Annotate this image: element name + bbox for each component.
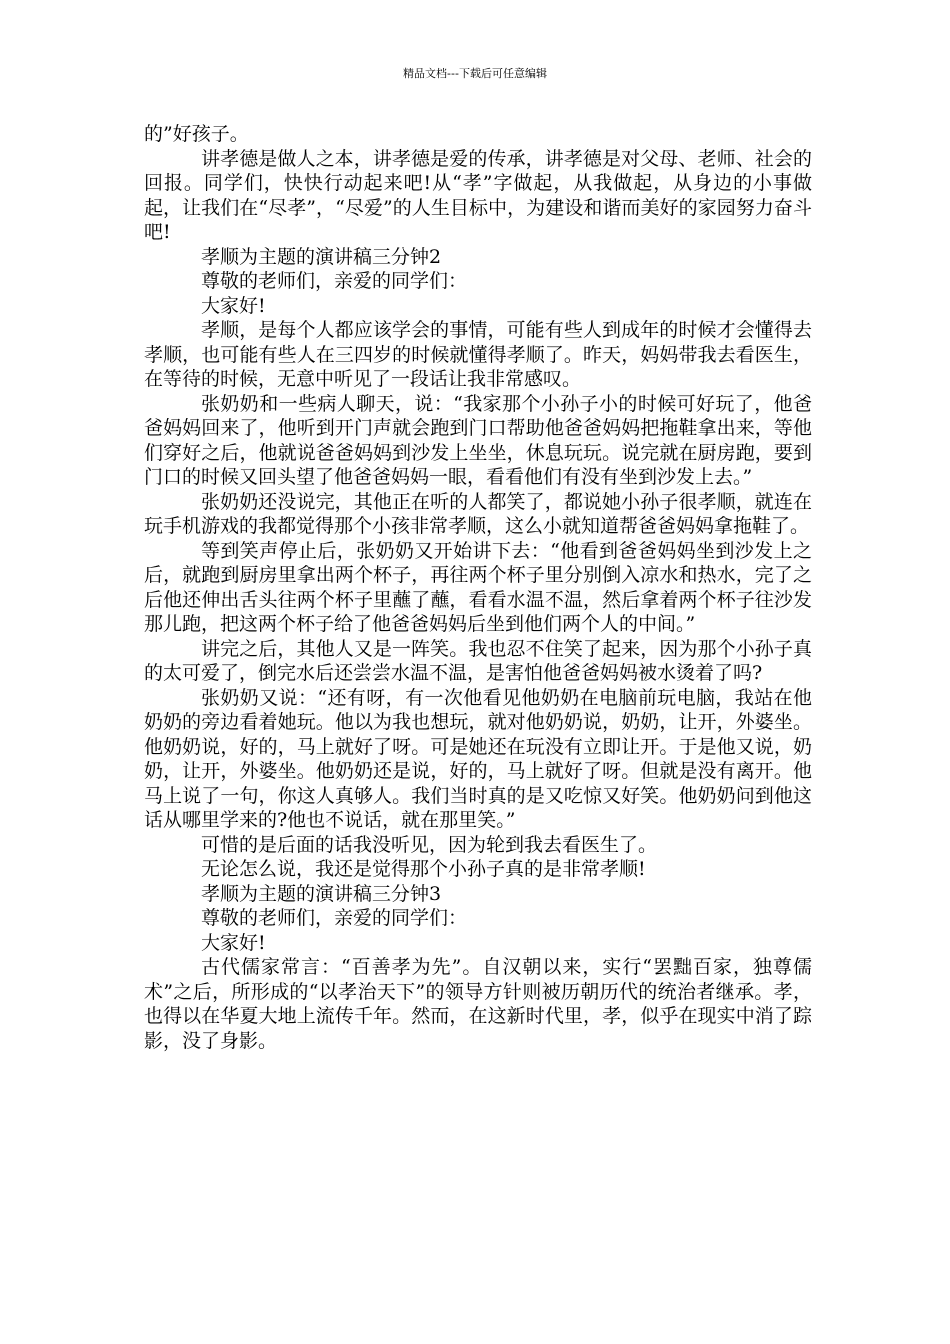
paragraph: 张奶奶还没说完，其他正在听的人都笑了，都说她小孙子很孝顺，就连在玩手机游戏的我都觉得那个小孩非常孝顺，这么小就知道帮爸爸妈妈拿拖鞋了。 (144, 490, 812, 537)
paragraph: 无论怎么说，我还是觉得那个小孙子真的是非常孝顺! (201, 858, 646, 880)
paragraph: 孝顺，是每个人都应该学会的事情，可能有些人到成年的时候才会懂得去孝顺，也可能有些人在三四岁的时候就懂得孝顺了。昨天，妈妈带我去看医生，在等待的时候，无意中听见了一段话让我非常感叹。 (144, 319, 812, 390)
section-title: 孝顺为主题的演讲稿三分钟2 (201, 245, 442, 268)
paragraph: 张奶奶又说：“还有呀，有一次他看见他奶奶在电脑前玩电脑，我站在他奶奶的旁边看着她玩。他以为我也想玩，就对他奶奶说，奶奶，让开，外婆坐。他奶奶说，好的，马上就好了呀。可是她还在玩没有立即让开。于是他又说，奶奶，让开，外婆坐。他奶奶还是说，好的，马上就好了呀。但就是没有离开。他马上说了一句，你这人真够人。我们当时真的是又吃惊又好笑。他奶奶问到他这话从哪里学来的?他也不说话，就在那里笑。” (144, 686, 812, 831)
paragraph: 的”好孩子。 (144, 123, 249, 145)
paragraph: 等到笑声停止后，张奶奶又开始讲下去：“他看到爸爸妈妈坐到沙发上之后，就跑到厨房里拿出两个杯子，再往两个杯子里分别倒入凉水和热水，完了之后他还伸出舌头往两个杯子里蘸了蘸，看看水温不温，然后拿着两个杯子往沙发那儿跑，把这两个杯子给了他爸爸妈妈后坐到他们两个人的中间。” (144, 539, 812, 635)
section-title: 孝顺为主题的演讲稿三分钟3 (201, 882, 442, 905)
page-header: 精品文档---下载后可任意编辑 (403, 67, 547, 80)
greeting: 大家好! (201, 294, 266, 317)
salutation: 尊敬的老师们，亲爱的同学们： (201, 270, 468, 292)
paragraph: 讲完之后，其他人又是一阵笑。我也忍不住笑了起来，因为那个小孙子真的太可爱了，倒完水后还尝尝水温不温，是害怕他爸爸妈妈被水烫着了吗? (144, 637, 812, 684)
paragraph: 古代儒家常言：“百善孝为先”。自汉朝以来，实行“罢黜百家，独尊儒术”之后，所形成的“以孝治天下”的领导方针则被历朝历代的统治者继承。孝，也得以在华夏大地上流传千年。然而，在这新时代里，孝，似乎在现实中消了踪影，没了身影。 (144, 956, 812, 1052)
greeting: 大家好! (201, 931, 266, 954)
paragraph: 张奶奶和一些病人聊天，说：“我家那个小孙子小的时候可好玩了，他爸爸妈妈回来了，他听到开门声就会跑到门口帮助他爸爸妈妈把拖鞋拿出来，等他们穿好之后，他就说爸爸妈妈到沙发上坐坐，休息玩玩。说完就在厨房跑，要到门口的时候又回头望了他爸爸妈妈一眼，看看他们有没有坐到沙发上去。” (144, 392, 812, 488)
document-body (144, 122, 812, 1053)
salutation: 尊敬的老师们，亲爱的同学们： (201, 907, 468, 929)
paragraph: 讲孝德是做人之本，讲孝德是爱的传承，讲孝德是对父母、老师、社会的回报。同学们，快快行动起来吧!从“孝”字做起，从我做起，从身边的小事做起，让我们在“尽孝”，“尽爱”的人生目标中，为建设和谐而美好的家园努力奋斗吧! (144, 147, 812, 243)
paragraph: 可惜的是后面的话我没听见，因为轮到我去看医生了。 (201, 833, 658, 856)
